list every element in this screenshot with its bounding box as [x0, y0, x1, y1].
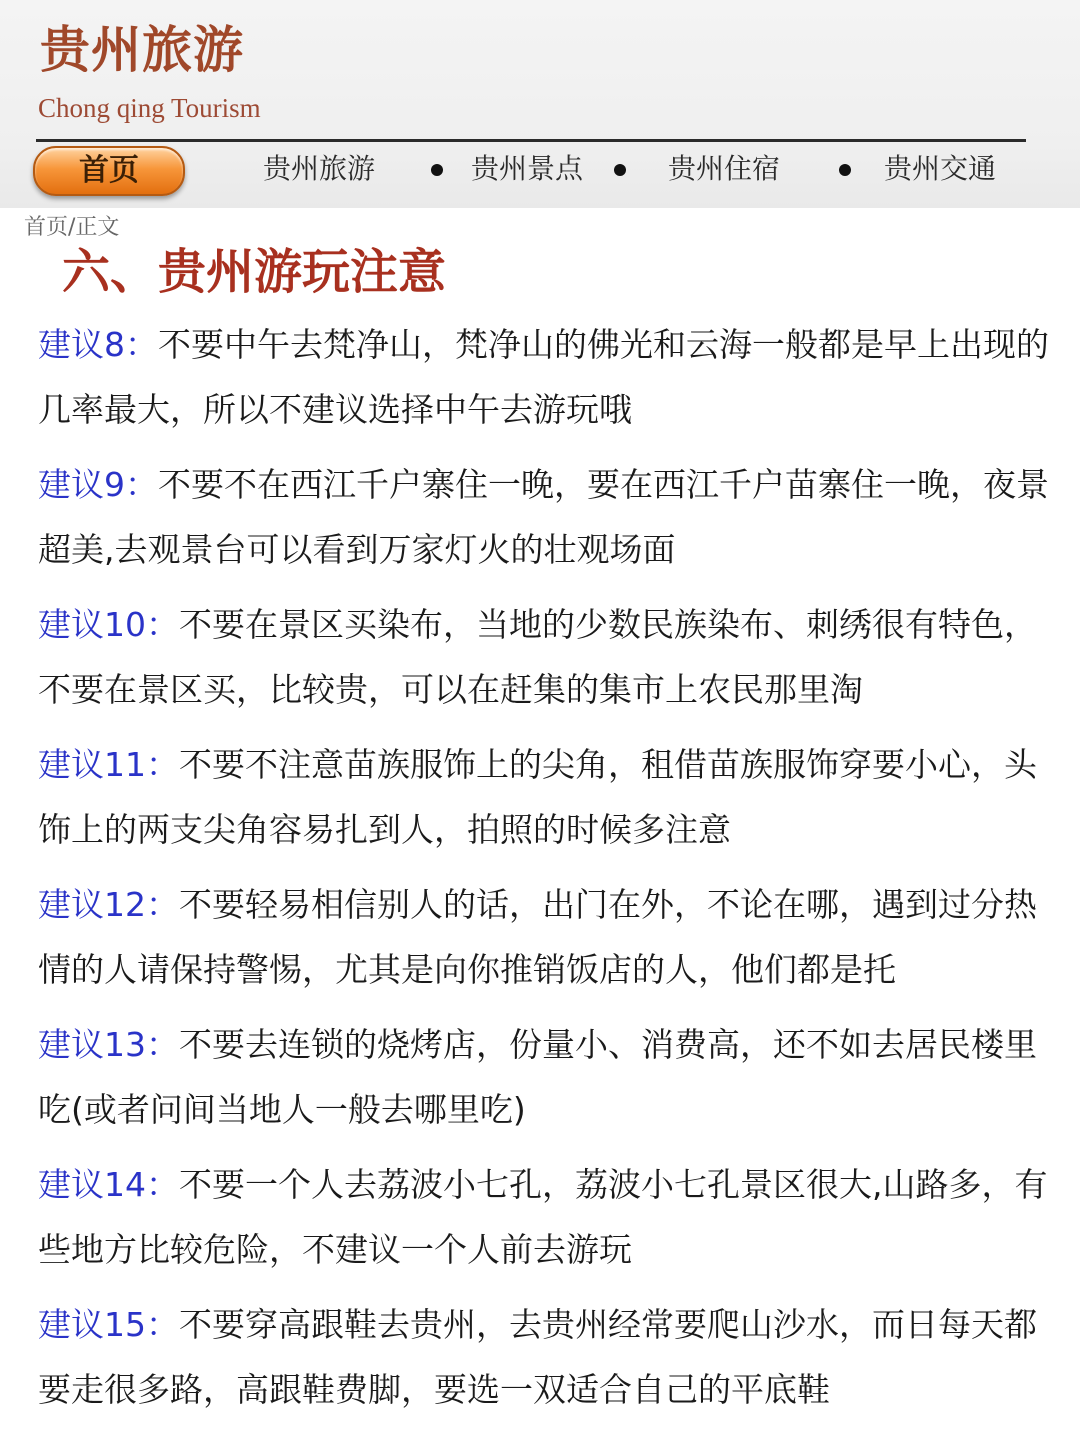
tip-label: 建议15: [38, 1305, 146, 1344]
tip-label: 建议10: [38, 605, 146, 644]
tip-text: 不要不注意苗族服饰上的尖角，租借苗族服饰穿要小心，头饰上的两支尖角容易扎到人，拍照的时候多注意: [38, 745, 1037, 849]
tip-separator: ：: [146, 605, 179, 644]
site-header: [0, 0, 1080, 208]
tips-list: [38, 312, 1064, 1432]
tip-text: 不要一个人去荔波小七孔，荔波小七孔景区很大,山路多，有些地方比较危险，不建议一个人前去游玩: [38, 1165, 1048, 1269]
nav-link-guizhou-attractions[interactable]: 贵州景点: [471, 152, 584, 185]
home-button[interactable]: 首页: [33, 146, 185, 196]
breadcrumb[interactable]: 首页/正文: [24, 215, 120, 240]
header-divider: [36, 139, 1026, 142]
tip-label: 建议14: [38, 1165, 146, 1204]
nav-link-guizhou-transport[interactable]: 贵州交通: [884, 152, 997, 185]
tip-text: 不要轻易相信别人的话，出门在外，不论在哪，遇到过分热情的人请保持警惕，尤其是向你推销饭店的人，他们都是托: [38, 885, 1037, 989]
tip-label: 建议11: [38, 745, 146, 784]
nav-link-guizhou-lodging[interactable]: 贵州住宿: [668, 152, 781, 185]
tip-separator: ：: [146, 885, 179, 924]
tip-item: [38, 1292, 1064, 1422]
tip-separator: ：: [146, 1025, 179, 1064]
tip-separator: ：: [146, 1305, 179, 1344]
tip-item: [38, 1152, 1064, 1282]
nav-bullet-icon: [614, 164, 626, 176]
tip-item: [38, 452, 1064, 582]
tip-item: [38, 592, 1064, 722]
tip-text: 不要穿高跟鞋去贵州，去贵州经常要爬山沙水，而日每天都要走很多路，高跟鞋费脚，要选一双适合自己的平底鞋: [38, 1305, 1037, 1409]
site-subtitle: Chong qing Tourism: [38, 93, 261, 123]
nav-link-guizhou-travel[interactable]: 贵州旅游: [263, 152, 376, 185]
tip-label: 建议12: [38, 885, 146, 924]
tip-text: 不要在景区买染布，当地的少数民族染布、刺绣很有特色，不要在景区买，比较贵，可以在赶集的集市上农民那里淘: [38, 605, 1037, 709]
tip-separator: ：: [125, 325, 158, 364]
tip-separator: ：: [146, 745, 179, 784]
section-title: 六、贵州游玩注意: [62, 244, 447, 300]
tip-separator: ：: [146, 1165, 179, 1204]
nav-bullet-icon: [839, 164, 851, 176]
tip-item: [38, 732, 1064, 862]
tip-label: 建议8: [38, 325, 125, 364]
tip-text: 不要不在西江千户寨住一晚，要在西江千户苗寨住一晚，夜景超美,去观景台可以看到万家灯火的壮观场面: [38, 465, 1049, 569]
tip-label: 建议9: [38, 465, 125, 504]
tip-separator: ：: [125, 465, 158, 504]
tip-text: 不要中午去梵净山，梵净山的佛光和云海一般都是早上出现的几率最大，所以不建议选择中午去游玩哦: [38, 325, 1049, 429]
tip-item: [38, 1012, 1064, 1142]
tip-item: [38, 312, 1064, 442]
site-title: 贵州旅游: [40, 20, 244, 79]
tip-item: [38, 872, 1064, 1002]
tip-text: 不要去连锁的烧烤店，份量小、消费高，还不如去居民楼里吃(或者问间当地人一般去哪里吃): [38, 1025, 1037, 1129]
nav-bullet-icon: [431, 164, 443, 176]
tip-label: 建议13: [38, 1025, 146, 1064]
